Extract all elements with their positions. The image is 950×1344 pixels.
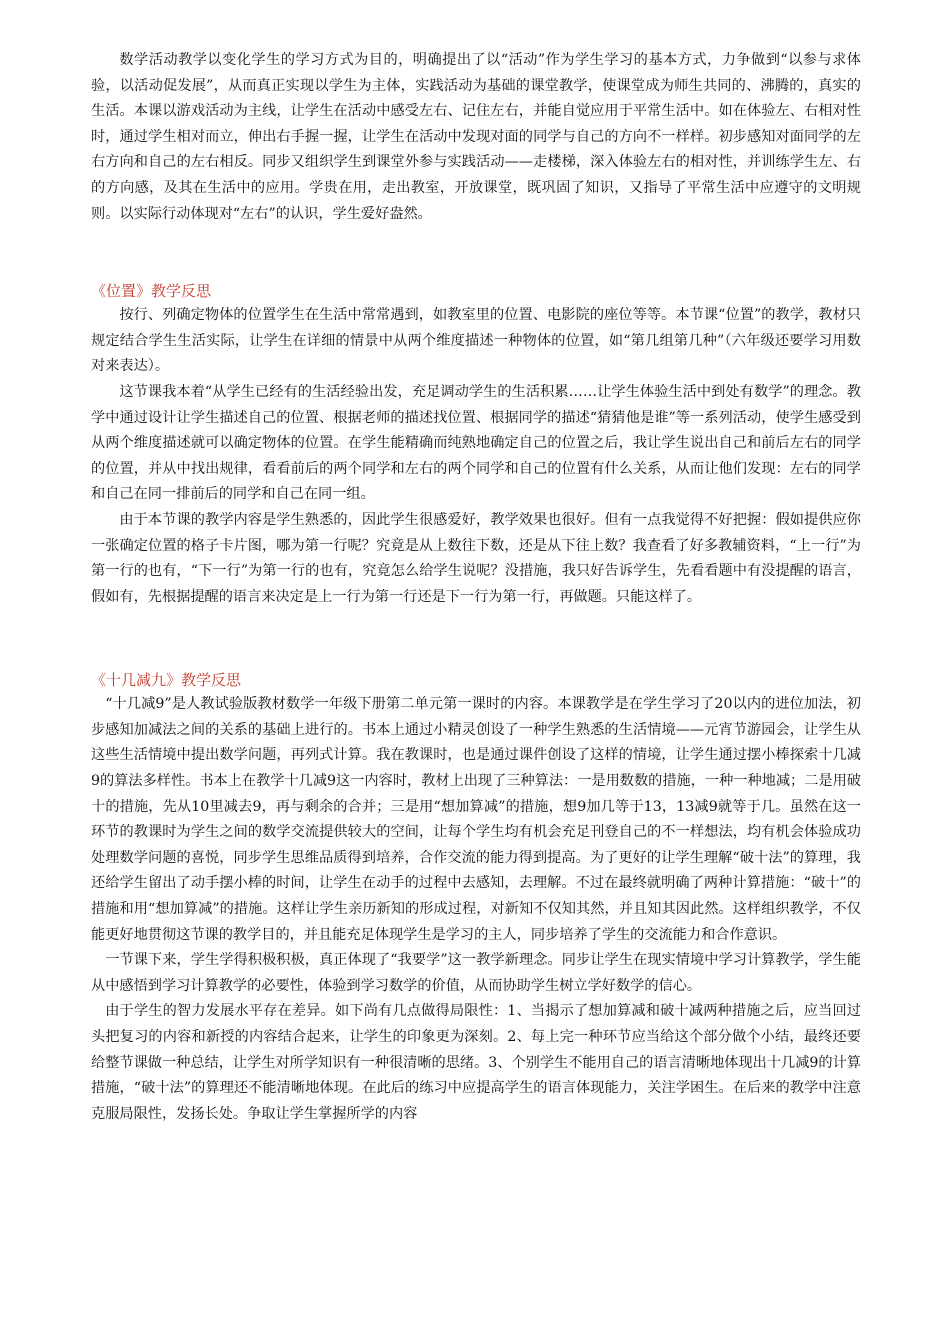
paragraph-position-method: 这节课我本着“从学生已经有的生活经验出发，充足调动学生的生活积累……让学生体验生活中到处有数学”的理念。教学中通过设计让学生描述自己的位置、根据老师的描述找位置、根据同学的描述“猜猜他是谁”等一系列活动，使学生感受到从两个维度描述就可以确定物体的位置。在学生能精确而纯熟地确定自己的位置之后，我让学生说出自己和前后左右的同学的位置，并从中找出规律，看看前后的两个同学和左右的两个同学和自己的位置有什么关系，从而让他们发现：左右的同学和自己在同一排前后的同学和自己在同一组。 bbox=[91, 383, 861, 503]
section-spacer bbox=[91, 227, 861, 279]
paragraph-position-issue: 由于本节课的教学内容是学生熟悉的，因此学生很感爱好，教学效果也很好。但有一点我觉得不好把握：假如提供应你一张确定位置的格子卡片图，哪为第一行呢？究竟是从上数往下数，还是从下往上数？我查看了好多教辅资料，“上一行”为第一行的也有，“下一行”为第一行的也有，究竟怎么给学生说呢？没措施，我只好告诉学生，先看看题中有没提醒的语言，假如有，先根据提醒的语言来决定是上一行为第一行还是下一行为第一行，再做题。只能这样了。 bbox=[91, 511, 861, 605]
paragraph-activity-teaching: 数学活动教学以变化学生的学习方式为目的，明确提出了以“活动”作为学生学习的基本方式，力争做到“以参与求体验，以活动促发展”，从而真正实现以学生为主体，实践活动为基础的课堂教学，使课堂成为师生共同的、沸腾的，真实的生活。本课以游戏活动为主线，让学生在活动中感受左右、记住左右，并能自觉应用于平常生活中。如在体验左、右相对性时，通过学生相对而立，伸出右手握一握，让学生在活动中发现对面的同学与自己的方向不一样样。初步感知对面同学的左右方向和自己的左右相反。同步又组织学生到课堂外参与实践活动——走楼梯，深入体验左右的相对性，并训练学生左、右的方向感，及其在生活中的应用。学贵在用，走出教室，开放课堂，既巩固了知识，又指导了平常生活中应遵守的文明规则。以实际行动体现对“左右”的认识，学生爱好盎然。 bbox=[91, 52, 861, 222]
heading-position-reflection: 《位置》教学反思 bbox=[91, 282, 212, 301]
section-spacer bbox=[91, 610, 861, 668]
document-page bbox=[91, 48, 861, 1127]
paragraph-subtraction-lesson: “十几减9”是人教试验版教材数学一年级下册第二单元第一课时的内容。本课教学是在学生学习了20以内的进位加法，初步感知加减法之间的关系的基础上进行的。书本上通过小精灵创设了一种学生熟悉的生活情境——元宵节游园会，让学生从这些生活情境中提出数学问题，再列式计算。我在教课时，也是通过课件创设了这样的情境，让学生通过摆小棒探索十几减9的算法多样性。书本上在教学十几减9这一内容时，教材上出现了三种算法：一是用数数的措施，一种一种地减；二是用破十的措施，先从10里减去9，再与剩余的合并；三是用“想加算减”的措施，想9加几等于13，13减9就等于几。虽然在这一环节的教课时为学生之间的数学交流提供较大的空间，让每个学生均有机会充足刊登自己的不一样想法，均有机会体验成功处理数学问题的喜悦，同步学生思维品质得到培养，合作交流的能力得到提高。为了更好的让学生理解“破十法”的算理，我还给学生留出了动手摆小棒的时间，让学生在动手的过程中去感知，去理解。不过在最终就明确了两种计算措施：“破十”的措施和用“想加算减”的措施。这样让学生亲历新知的形成过程，对新知不仅知其然，并且知其因此然。这样组织教学，不仅能更好地贯彻这节课的教学目的，并且能充足体现学生是学习的主人，同步培养了学生的交流能力和合作意识。 bbox=[91, 696, 861, 943]
heading-subtraction-reflection: 《十几减九》教学反思 bbox=[91, 671, 242, 690]
paragraph-subtraction-limitations: 由于学生的智力发展水平存在差异。如下尚有几点做得局限性：1、当揭示了想加算减和破十减两种措施之后，应当回过头把复习的内容和新授的内容结合起来，让学生的印象更为深刻。2、每上完一种环节应当给这个部分做个小结，最终还要给整节课做一种总结，让学生对所学知识有一种很清晰的思绪。3、个别学生不能用自己的语言清晰地体现出十几减9的计算措施，“破十法”的算理还不能清晰地体现。在此后的练习中应提高学生的语言体现能力，关注学困生。在后来的教学中注意克服局限性，发扬长处。争取让学生掌握所学的内容 bbox=[91, 1003, 861, 1122]
paragraph-subtraction-summary: 一节课下来，学生学得积极积极，真正体现了“我要学”这一教学新理念。同步让学生在现实情境中学习计算教学，学生能从中感悟到学习计算教学的必要性，体验到学习数学的价值，从而协助学生树立学好数学的信心。 bbox=[91, 952, 861, 994]
paragraph-position-intro: 按行、列确定物体的位置学生在生活中常常遇到，如教室里的位置、电影院的座位等等。本节课“位置”的教学，教材只规定结合学生生活实际，让学生在详细的情景中从两个维度描述一种物体的位置，如“第几组第几种”（六年级还要学习用数对来表达）。 bbox=[91, 307, 861, 375]
